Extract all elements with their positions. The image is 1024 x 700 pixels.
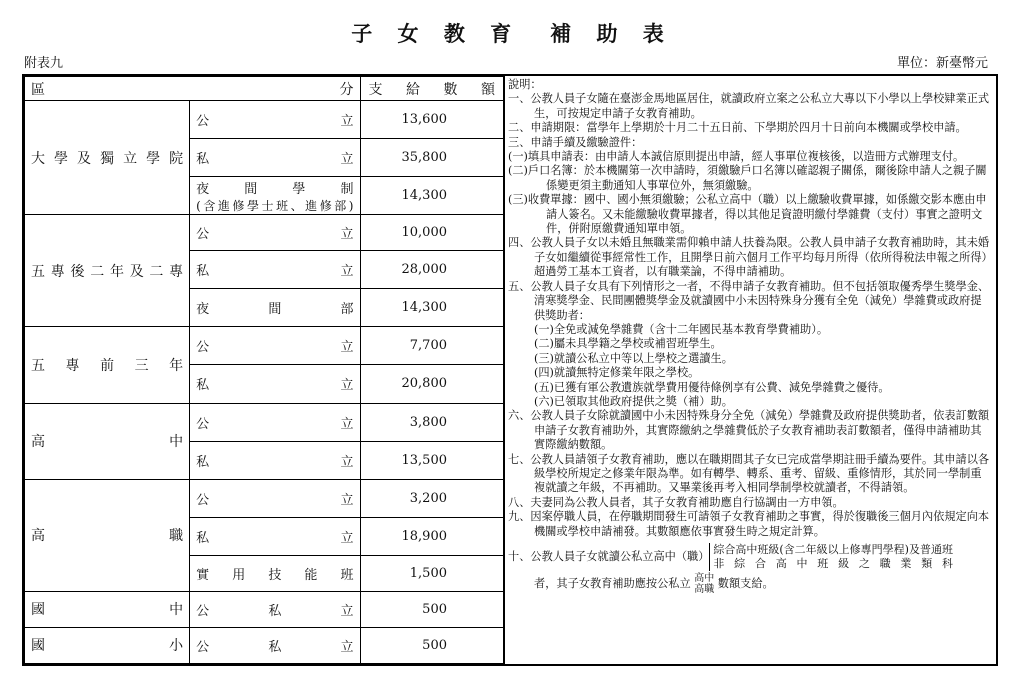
note-subitem: (三)收費單據：國中、國小無須繳驗；公私立高中（職）以上繳驗收費單據，如係繳交影本應由申請人簽名。又未能繳驗收費單據者，得以其他足資證明繳付學雜費（支付）事實之證明文件，併附原繳費通知單申領。 bbox=[508, 193, 987, 236]
note-subitem: (二)屬未具學籍之學校或補習班學生。 bbox=[534, 337, 722, 351]
type-cell: 私立 bbox=[190, 139, 360, 177]
type-cell: 公立 bbox=[190, 479, 360, 517]
type-cell: 公立 bbox=[190, 327, 360, 365]
type-cell: 私立 bbox=[190, 517, 360, 555]
header-category: 區分 bbox=[25, 77, 361, 101]
annex-label: 附表九 bbox=[24, 56, 64, 71]
note-ten-levels bbox=[694, 573, 714, 595]
amount-cell: 3,800 bbox=[360, 403, 504, 441]
type-cell: 實用技能班 bbox=[190, 555, 360, 591]
type-cell: 公立 bbox=[190, 215, 360, 251]
note-ten-end: 數額支給。 bbox=[717, 577, 774, 590]
note-ten-options bbox=[709, 543, 953, 571]
note-subitem: (五)已獲有軍公教遺族就學費用優待條例享有公費、減免學雜費之優待。 bbox=[534, 380, 890, 394]
note-ten-option: 綜合高中班級(含二年級以上修專門學程)及普通班 bbox=[713, 543, 953, 556]
amount-cell: 13,500 bbox=[360, 441, 504, 479]
category-cell: 國小 bbox=[25, 627, 190, 663]
note-ten-option: 非綜合高中班級之職業類科 bbox=[713, 557, 953, 570]
note-subitem: (三)就讀公私立中等以上學校之選讀生。 bbox=[534, 351, 733, 365]
unit-label: 單位：新臺幣元 bbox=[896, 56, 988, 71]
note-subitem: (六)已領取其他政府提供之獎（補）助。 bbox=[534, 394, 733, 408]
subsidy-table bbox=[24, 76, 504, 664]
amount-cell: 3,200 bbox=[360, 479, 504, 517]
notes-section bbox=[508, 78, 992, 595]
type-cell: 私立 bbox=[190, 441, 360, 479]
amount-cell: 20,800 bbox=[360, 365, 504, 403]
category-cell: 國中 bbox=[25, 591, 190, 627]
note-item: 一、公教人員子女隨在臺澎金馬地區居住，就讀政府立案之公私立大專以下小學以上學校肄業正式生，可按規定申請子女教育補助。 bbox=[508, 92, 990, 120]
note-item: 四、公教人員子女以未婚且無職業需仰賴申請人扶養為限。公教人員申請子女教育補助時，其未婚子女如繼續從事經常性工作，且開學日前六個月工作平均每月所得（依所得稅法申報之所得）超過勞工基本工資者，以有職業論，不得申請補助。 bbox=[508, 236, 990, 279]
amount-cell: 13,600 bbox=[360, 101, 504, 139]
level-high-school: 高中 bbox=[694, 573, 715, 584]
category-cell: 五專後二年及二專 bbox=[25, 215, 190, 327]
note-item: 七、公教人員請領子女教育補助，應以在職期間其子女已完成當學期註冊手續為要件。其申請以各級學校所規定之修業年限為準。如有轉學、轉系、重考、留級、重修情形，其於同一學制重複就讀之年級，不再補助。又畢業後再考入相同學制學校就讀者，不得請領。 bbox=[508, 452, 990, 495]
note-item-ten bbox=[508, 543, 992, 571]
notes-heading: 說明： bbox=[508, 78, 542, 91]
type-cell: 私立 bbox=[190, 365, 360, 403]
note-item: 三、申請手續及繳驗證件： bbox=[508, 135, 643, 149]
category-cell: 高職 bbox=[25, 479, 190, 591]
note-ten-tail-text: 者，其子女教育補助應按公私立 bbox=[534, 577, 691, 590]
amount-cell: 14,300 bbox=[360, 289, 504, 327]
type-cell: 公私立 bbox=[190, 591, 360, 627]
type-cell: 私立 bbox=[190, 251, 360, 289]
table-frame bbox=[22, 74, 998, 666]
column-divider bbox=[504, 76, 505, 664]
category-cell: 高中 bbox=[25, 403, 190, 479]
type-cell bbox=[190, 177, 360, 215]
amount-cell: 1,500 bbox=[360, 555, 504, 591]
type-cell: 公立 bbox=[190, 403, 360, 441]
type-sub: (含進修學士班、進修部) bbox=[196, 198, 354, 213]
amount-cell: 500 bbox=[360, 591, 504, 627]
amount-cell: 7,700 bbox=[360, 327, 504, 365]
type-cell: 公私立 bbox=[190, 627, 360, 663]
amount-cell: 35,800 bbox=[360, 139, 504, 177]
amount-cell: 18,900 bbox=[360, 517, 504, 555]
note-item: 六、公教人員子女除就讀國中小未因特殊身分全免（減免）學雜費及政府提供獎助者，依表訂數額申請子女教育補助外，其實際繳納之學雜費低於子女教育補助表訂數額者，僅得申請補助其實際繳納數額。 bbox=[508, 409, 990, 452]
amount-cell: 10,000 bbox=[360, 215, 504, 251]
type-main: 夜間學制 bbox=[196, 181, 354, 197]
note-item: 八、夫妻同為公教人員者，其子女教育補助應自行協調由一方申領。 bbox=[508, 495, 844, 509]
category-cell: 五專前三年 bbox=[25, 327, 190, 403]
note-subitem: (一)全免或減免學雜費（含十二年國民基本教育學費補助）。 bbox=[534, 322, 829, 336]
note-subitem: (二)戶口名簿：於本機關第一次申請時，須繳驗戶口名簿以確認親子關係，爾後除申請人之親子關係變更須主動通知人事單位外，無須繳驗。 bbox=[508, 164, 987, 192]
page-title: 子 女 教 育 補 助 表 bbox=[351, 21, 673, 46]
note-ten-tail bbox=[508, 573, 992, 595]
note-subitem: (一)填具申請表：由申請人本誠信原則提出申請，經人事單位複核後，以造冊方式辦理支付。 bbox=[508, 150, 965, 164]
type-cell: 夜間部 bbox=[190, 289, 360, 327]
type-cell: 公立 bbox=[190, 101, 360, 139]
amount-cell: 500 bbox=[360, 627, 504, 663]
amount-cell: 14,300 bbox=[360, 177, 504, 215]
header-amount: 支給數額 bbox=[360, 77, 504, 101]
category-cell: 大學及獨立學院 bbox=[25, 101, 190, 215]
note-item: 二、申請期限：當學年上學期於十月二十五日前、下學期於四月十日前向本機關或學校申請。 bbox=[508, 121, 967, 135]
note-ten-lead: 十、公教人員子女就讀公私立高中（職） bbox=[508, 549, 710, 563]
amount-cell: 28,000 bbox=[360, 251, 504, 289]
note-item: 九、因案停職人員，在停職期間發生可請領子女教育補助之事實，得於復職後三個月內依規定向本機關或學校申請補發。其數額應依事實發生時之規定計算。 bbox=[508, 510, 990, 538]
note-item: 五、公教人員子女具有下列情形之一者，不得申請子女教育補助。但不包括領取優秀學生獎學金、清寒獎學金、民間團體獎學金及就讀國中小未因特殊身分獲有全免（減免）學雜費或政府提供獎助者： bbox=[508, 279, 990, 322]
level-vocational: 高職 bbox=[694, 584, 715, 595]
note-subitem: (四)就讀無特定修業年限之學校。 bbox=[534, 366, 700, 380]
